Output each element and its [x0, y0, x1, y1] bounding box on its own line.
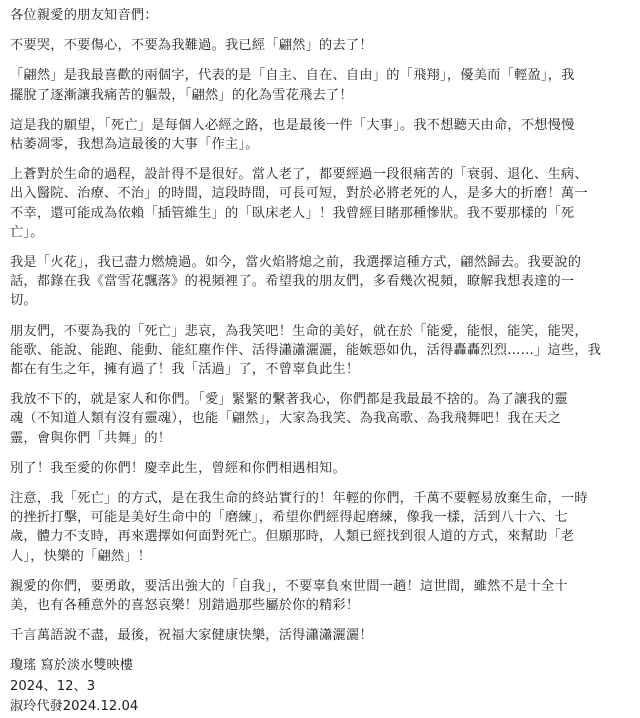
text-line: 的挫折打擊，可能是美好生命中的「磨練」，希望你們經得起磨練，像我一樣，活到八十六、七: [10, 510, 568, 526]
paragraph-9: [10, 489, 622, 566]
text-line: 魂（不知道人類有沒有靈魂），也能「翩然」，大家為我笑、為我高歌、為我飛舞吧！我在天之: [10, 411, 562, 427]
text-line: 靈，會與你們「共舞」的！: [10, 430, 172, 446]
text-line: 不幸，還可能成為依賴「插管維生」的「臥床老人」！我曾經目睹那種慘狀。我不要那樣的「死: [10, 205, 575, 221]
greeting: [10, 6, 622, 25]
paragraph-5: [10, 253, 622, 311]
text-line: 我是「火花」，我已盡力燃燒過。如今，當火焰將熄之前，我選擇這種方式，翩然歸去。我要說的: [10, 255, 582, 271]
signature-author: 瓊瑤 寫於淡水雙映樓: [10, 658, 133, 674]
text-line: 都在有生之年，擁有過了！我「活過」了，不曾辜負此生！: [10, 362, 360, 378]
text-line: 我放不下的，就是家人和你們。「愛」緊緊的繫著我心，你們都是我最最不捨的。為了讓我的靈: [10, 392, 568, 408]
paragraph-2: [10, 66, 622, 104]
text-line: 切。: [10, 293, 37, 309]
text-line: 千言萬語說不盡，最後，祝福大家健康快樂，活得瀟瀟灑灑！: [10, 628, 373, 644]
paragraph-7: [10, 390, 622, 448]
text-line: 這是我的願望，「死亡」是每個人必經之路，也是最後一件「大事」。我不想聽天由命，不想慢慢: [10, 117, 575, 133]
text-line: 別了！我至愛的你們！慶幸此生，曾經和你們相遇相知。: [10, 460, 346, 476]
paragraph-10: [10, 577, 622, 615]
paragraph-3: [10, 116, 622, 154]
text-line: 親愛的你們，要勇敢，要活出強大的「自我」，不要辜負來世間一趟！這世間，雖然不是十全十: [10, 578, 568, 594]
signature-poster: 淑玲代發2024.12.04: [10, 699, 139, 715]
post-body: [10, 6, 622, 718]
text-line: 枯萎凋零，我想為這最後的大事「作主」。: [10, 137, 259, 153]
text-line: 能歌、能說、能跑、能動、能紅塵作伴、活得瀟瀟灑灑，能嫉惡如仇，活得轟轟烈烈……」這些，我: [10, 342, 602, 358]
paragraph-11: [10, 626, 622, 645]
text-line: 上蒼對於生命的過程，設計得不是很好。當人老了，都要經過一段很痛苦的「衰弱、退化、生病、: [10, 167, 588, 183]
text-line: 話，都錄在我《當雪花飄落》的視頻裡了。希望我的朋友們，多看幾次視頻，瞭解我想表達的一: [10, 274, 575, 290]
signature-date: 2024、12、3: [10, 678, 96, 694]
text-line: 注意，我「死亡」的方式，是在我生命的終站實行的！年輕的你們，千萬不要輕易放棄生命，一時: [10, 491, 588, 507]
text-line: 美，也有各種意外的喜怒哀樂！別錯過那些屬於你的精彩！: [10, 598, 360, 614]
greeting-line: 各位親愛的朋友知音們：: [10, 8, 158, 23]
text-line: 朋友們，不要為我的「死亡」悲哀，為我笑吧！生命的美好，就在於「能愛，能恨，能笑，能哭，: [10, 323, 588, 339]
paragraph-1: [10, 36, 622, 55]
paragraph-4: [10, 165, 622, 242]
text-line: 擺脫了逐漸讓我痛苦的軀殼，「翩然」的化為雪花飛去了！: [10, 87, 353, 103]
text-line: 不要哭，不要傷心，不要為我難過。我已經「翩然」的去了！: [10, 38, 373, 54]
signature-block: [10, 656, 622, 718]
text-line: 亡」。: [10, 224, 44, 240]
text-line: 人」，快樂的「翩然」！: [10, 548, 152, 564]
paragraph-8: [10, 459, 622, 478]
paragraph-6: [10, 322, 622, 380]
text-line: 「翩然」是我最喜歡的兩個字，代表的是「自主、自在、自由」的「飛翔」，優美而「輕盈」，我: [10, 68, 575, 84]
text-line: 出入醫院、治療、不治」的時間，這段時間，可長可短，對於必將老死的人，是多大的折磨！萬一: [10, 186, 588, 202]
text-line: 歲，體力不支時，再來選擇如何面對死亡。但願那時，人類已經找到很人道的方式，來幫助「老: [10, 529, 575, 545]
